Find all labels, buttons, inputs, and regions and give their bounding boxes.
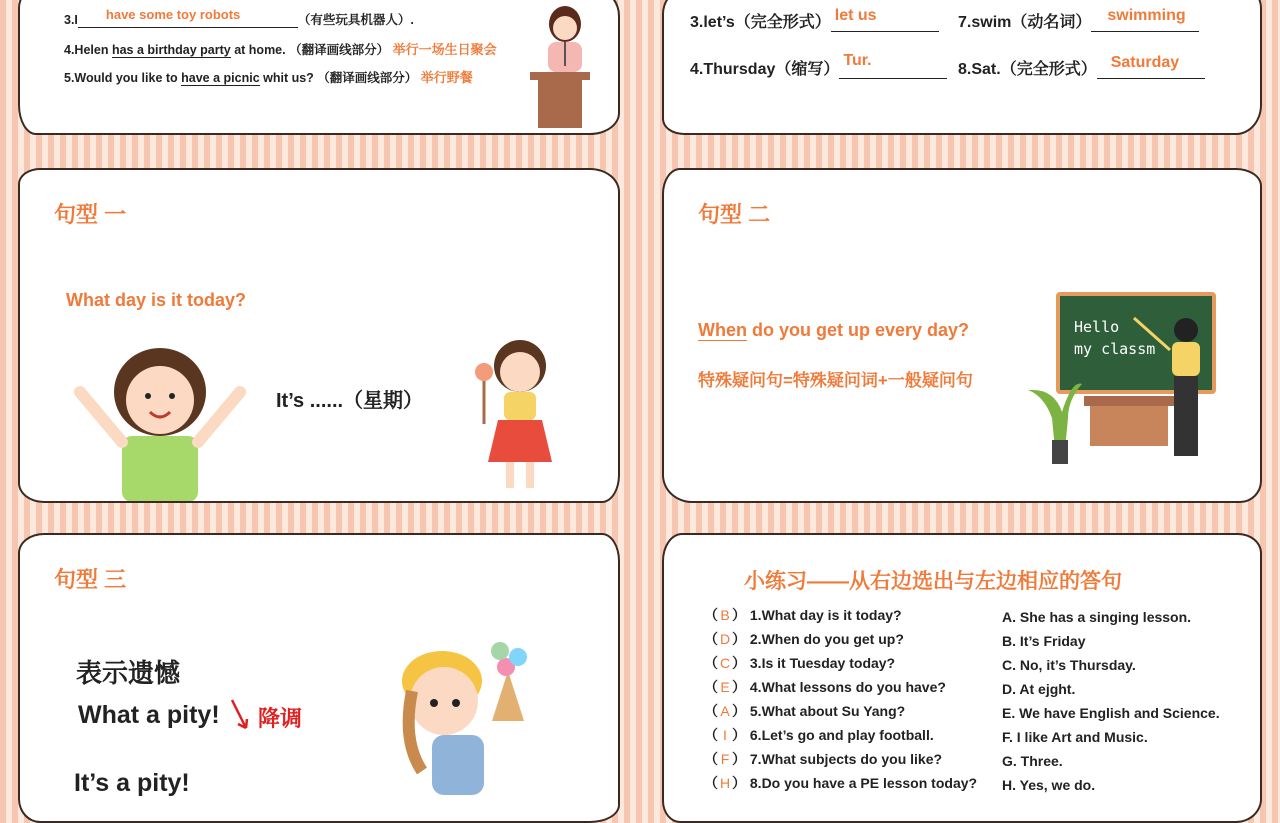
question-row: （ B ） 1.What day is it today? xyxy=(704,607,902,623)
slide-title: 句型 三 xyxy=(54,567,127,592)
question-rest: do you get up every day? xyxy=(747,320,970,340)
question-text: 3.Is it Tuesday today? xyxy=(749,655,896,671)
q4-answer: Tur. xyxy=(843,52,872,69)
item-4-prefix: 4.Helen xyxy=(64,43,112,57)
question-row: （ C ） 3.Is it Tuesday today? xyxy=(704,655,896,671)
option-row: G. Three. xyxy=(1002,753,1063,769)
q7-row xyxy=(958,9,1199,32)
slide-practice-matching xyxy=(662,533,1262,823)
falling-tone-arrow-icon xyxy=(230,698,250,732)
question-text: 5.What about Su Yang? xyxy=(749,703,906,719)
q4-row xyxy=(690,52,947,79)
item-3-hint: （有些玩具机器人）. xyxy=(297,13,414,27)
answer-letter: A xyxy=(720,703,730,719)
pattern-rule: 特殊疑问句=特殊疑问词+一般疑问句 xyxy=(698,371,973,390)
item-5-underlined: have a picnic xyxy=(181,71,260,85)
item-3 xyxy=(64,7,414,28)
answer-letter: I xyxy=(723,727,727,743)
slide-title: 句型 二 xyxy=(698,202,771,227)
q3-text: 3.let’s（完全形式） xyxy=(690,14,831,31)
item-5 xyxy=(64,67,473,86)
girl-with-lollipop-illustration xyxy=(468,334,568,494)
question-row: （ I ） 6.Let’s go and play football. xyxy=(704,727,934,743)
q3-blank xyxy=(831,7,939,32)
tone-label: 降调 xyxy=(258,706,303,731)
q4-blank xyxy=(839,52,947,79)
speaker-girl-illustration xyxy=(520,2,610,132)
q3-answer: let us xyxy=(834,7,877,24)
item-4-answer: 举行一场生日聚会 xyxy=(392,42,497,57)
option-row: H. Yes, we do. xyxy=(1002,777,1096,793)
question-row: （ F ） 7.What subjects do you like? xyxy=(704,751,943,767)
q3-row xyxy=(690,9,939,32)
option-row: A. She has a singing lesson. xyxy=(1002,609,1192,625)
question-text: 8.Do you have a PE lesson today? xyxy=(749,775,978,791)
q8-blank xyxy=(1097,54,1205,79)
item-4 xyxy=(64,39,497,58)
answer-letter: F xyxy=(720,751,730,767)
item-5-suffix: whit us? （翻译画线部分） xyxy=(259,71,418,85)
q4-text: 4.Thursday（缩写） xyxy=(690,61,840,78)
question-row: （ D ） 2.When do you get up? xyxy=(704,631,904,647)
phrase-its-a-pity: It’s a pity! xyxy=(74,769,190,797)
question-word: When xyxy=(698,320,747,340)
slide-pattern-two xyxy=(662,168,1262,503)
q7-answer: swimming xyxy=(1107,7,1186,24)
q7-blank xyxy=(1091,7,1199,32)
question-text: 2.When do you get up? xyxy=(749,631,904,647)
pattern-question xyxy=(698,320,969,341)
question-row: （ A ） 5.What about Su Yang? xyxy=(704,703,906,719)
girl-with-ice-cream-illustration xyxy=(382,631,552,811)
answer-letter: D xyxy=(719,631,731,647)
practice-title: 小练习——从右边选出与左边相应的答句 xyxy=(744,570,1122,593)
slide-pattern-three xyxy=(18,533,620,823)
option-row: F. I like Art and Music. xyxy=(1002,729,1148,745)
option-row: C. No, it’s Thursday. xyxy=(1002,657,1136,673)
pattern-answer: It’s ......（星期） xyxy=(276,390,424,412)
slide-vocab-translation xyxy=(18,0,620,135)
question-text: 7.What subjects do you like? xyxy=(749,751,943,767)
item-3-prefix: 3.I xyxy=(64,13,78,27)
board-line-1: Hello xyxy=(1074,318,1120,336)
answer-letter: H xyxy=(719,775,731,791)
teacher-desk-illustration xyxy=(1024,300,1224,470)
item-4-underlined: has a birthday party xyxy=(111,43,231,57)
boy-cheering-illustration xyxy=(70,332,250,502)
item-5-answer: 举行野餐 xyxy=(420,70,473,85)
item-4-suffix: at home. （翻译画线部分） xyxy=(230,43,390,57)
q8-text: 8.Sat.（完全形式） xyxy=(958,61,1097,78)
q8-answer: Saturday xyxy=(1110,54,1180,71)
q7-text: 7.swim（动名词） xyxy=(958,14,1092,31)
question-row: （ H ） 8.Do you have a PE lesson today? xyxy=(704,775,978,791)
board-line-2: my classm xyxy=(1074,340,1156,358)
question-text: 6.Let’s go and play football. xyxy=(749,727,934,743)
answer-letter: B xyxy=(720,607,730,623)
option-row: E. We have English and Science. xyxy=(1002,705,1220,721)
option-row: D. At ejght. xyxy=(1002,681,1076,697)
slide-title: 句型 一 xyxy=(54,202,127,227)
item-3-blank xyxy=(78,7,298,28)
question-text: 1.What day is it today? xyxy=(749,607,902,623)
answer-letter: C xyxy=(719,655,731,671)
q8-row xyxy=(958,56,1205,79)
item-5-prefix: 5.Would you like to xyxy=(64,71,182,85)
option-row: B. It’s Friday xyxy=(1002,633,1086,649)
slide-word-forms xyxy=(662,0,1262,135)
phrase-what-a-pity: What a pity! xyxy=(78,701,220,729)
question-row: （ E ） 4.What lessons do you have? xyxy=(704,679,946,695)
pattern-question: What day is it today? xyxy=(66,290,247,310)
pattern-heading: 表示遗憾 xyxy=(76,658,181,688)
slide-pattern-one xyxy=(18,168,620,503)
question-text: 4.What lessons do you have? xyxy=(749,679,946,695)
answer-letter: E xyxy=(720,679,730,695)
item-3-answer: have some toy robots xyxy=(105,7,241,22)
